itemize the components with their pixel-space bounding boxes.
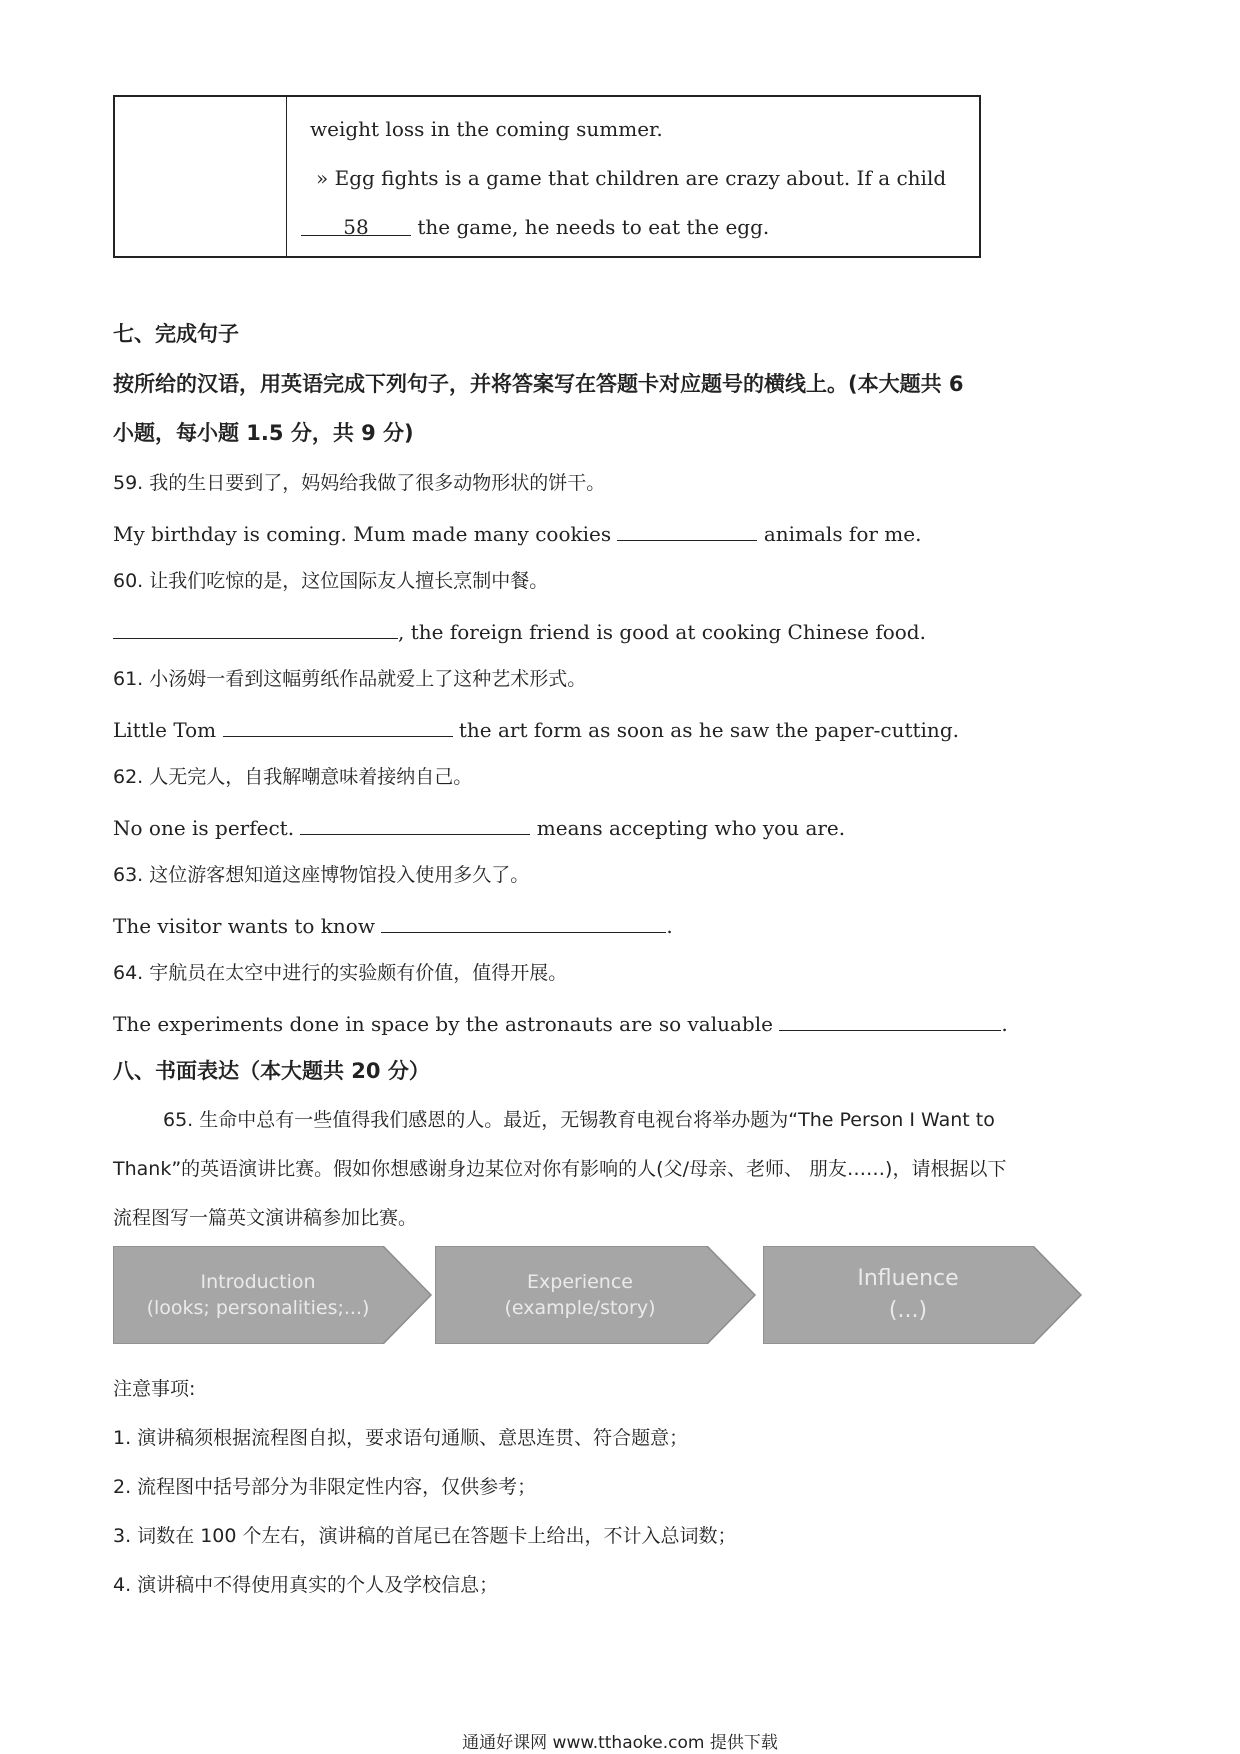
q59-before: My birthday is coming. Mum made many cookies: [113, 522, 612, 546]
q65-prompt-2: Thank”的英语演讲比赛。假如你想感谢身边某位对你有影响的人(父/母亲、老师、 朋友……)，请根据以下: [113, 1158, 1007, 1180]
flow-step-sub: (example/story): [504, 1297, 656, 1319]
q59-chinese: 59. 我的生日要到了，妈妈给我做了很多动物形状的饼干。: [113, 472, 606, 494]
q61-before: Little Tom: [113, 718, 217, 742]
table-line-3: [301, 215, 769, 239]
note-item: 3. 词数在 100 个左右，演讲稿的首尾已在答题卡上给出，不计入总词数；: [113, 1525, 737, 1547]
q64-english: [113, 1010, 1008, 1036]
q60-english: [113, 618, 926, 644]
flow-step-sub: (looks; personalities;...): [146, 1297, 370, 1319]
flow-step-title: Influence: [857, 1266, 959, 1291]
q64-before: The experiments done in space by the astronauts are so valuable: [113, 1012, 773, 1036]
q62-chinese: 62. 人无完人，自我解嘲意味着接纳自己。: [113, 766, 473, 788]
q63-before: The visitor wants to know: [113, 914, 375, 938]
q63-chinese: 63. 这位游客想知道这座博物馆投入使用多久了。: [113, 864, 530, 886]
q65-prompt-1: 65. 生命中总有一些值得我们感恩的人。最近，无锡教育电视台将举办题为“The Person I Want to: [163, 1109, 995, 1131]
q59-answer-blank[interactable]: [617, 520, 757, 541]
q64-chinese: 64. 宇航员在太空中进行的实验颇有价值，值得开展。: [113, 962, 568, 984]
q63-after: .: [666, 914, 673, 938]
q63-english: [113, 912, 673, 938]
note-item: 4. 演讲稿中不得使用真实的个人及学校信息；: [113, 1574, 499, 1596]
page-footer: 通通好课网 www.tthaoke.com 提供下载: [462, 1733, 778, 1753]
section-7-instructions-2: 小题，每小题 1.5 分，共 9 分): [113, 421, 414, 445]
flow-step-title: Introduction: [200, 1271, 316, 1293]
q63-answer-blank[interactable]: [381, 912, 666, 933]
table-line-3-text: the game, he needs to eat the egg.: [417, 215, 770, 239]
q59-after: animals for me.: [763, 522, 922, 546]
q64-answer-blank[interactable]: [779, 1010, 1001, 1031]
q61-english: [113, 716, 959, 742]
q62-after: means accepting who you are.: [536, 816, 846, 840]
q62-answer-blank[interactable]: [300, 814, 530, 835]
flow-step-experience-label: [435, 1246, 725, 1344]
q60-answer-blank[interactable]: [113, 618, 398, 639]
q59-english: [113, 520, 921, 546]
q61-chinese: 61. 小汤姆一看到这幅剪纸作品就爱上了这种艺术形式。: [113, 668, 587, 690]
flow-step-introduction: [113, 1246, 433, 1344]
flow-step-title: Experience: [527, 1271, 633, 1293]
q60-after: , the foreign friend is good at cooking Chinese food.: [398, 620, 926, 644]
q62-english: [113, 814, 845, 840]
flow-step-sub: (...): [888, 1298, 928, 1323]
answer-table: [113, 95, 981, 258]
note-item: 2. 流程图中括号部分为非限定性内容，仅供参考；: [113, 1476, 537, 1498]
section-7-heading: 七、完成句子: [113, 322, 239, 346]
notes-title: 注意事项:: [113, 1378, 196, 1400]
section-8-heading: 八、书面表达（本大题共 20 分）: [113, 1059, 430, 1083]
q61-answer-blank[interactable]: [223, 716, 453, 737]
q60-chinese: 60. 让我们吃惊的是，这位国际友人擅长烹制中餐。: [113, 570, 549, 592]
blank-number: 58: [343, 215, 369, 239]
flow-step-introduction-label: [113, 1246, 403, 1344]
table-column-divider: [286, 97, 287, 256]
q62-before: No one is perfect.: [113, 816, 295, 840]
flow-step-influence-label: [763, 1246, 1053, 1344]
flow-step-experience: [435, 1246, 757, 1344]
note-item: 1. 演讲稿须根据流程图自拟，要求语句通顺、意思连贯、符合题意；: [113, 1427, 689, 1449]
q61-after: the art form as soon as he saw the paper-cutting.: [458, 718, 959, 742]
table-line-1: weight loss in the coming summer.: [310, 117, 663, 141]
q65-prompt-3: 流程图写一篇英文演讲稿参加比赛。: [113, 1207, 418, 1229]
table-line-2: » Egg fights is a game that children are crazy about. If a child: [316, 166, 947, 190]
section-7-instructions-1: 按所给的汉语，用英语完成下列句子，并将答案写在答题卡对应题号的横线上。(本大题共 6: [113, 372, 964, 396]
flow-step-influence: [763, 1246, 1083, 1344]
q64-after: .: [1001, 1012, 1008, 1036]
blank-58[interactable]: [301, 215, 411, 239]
